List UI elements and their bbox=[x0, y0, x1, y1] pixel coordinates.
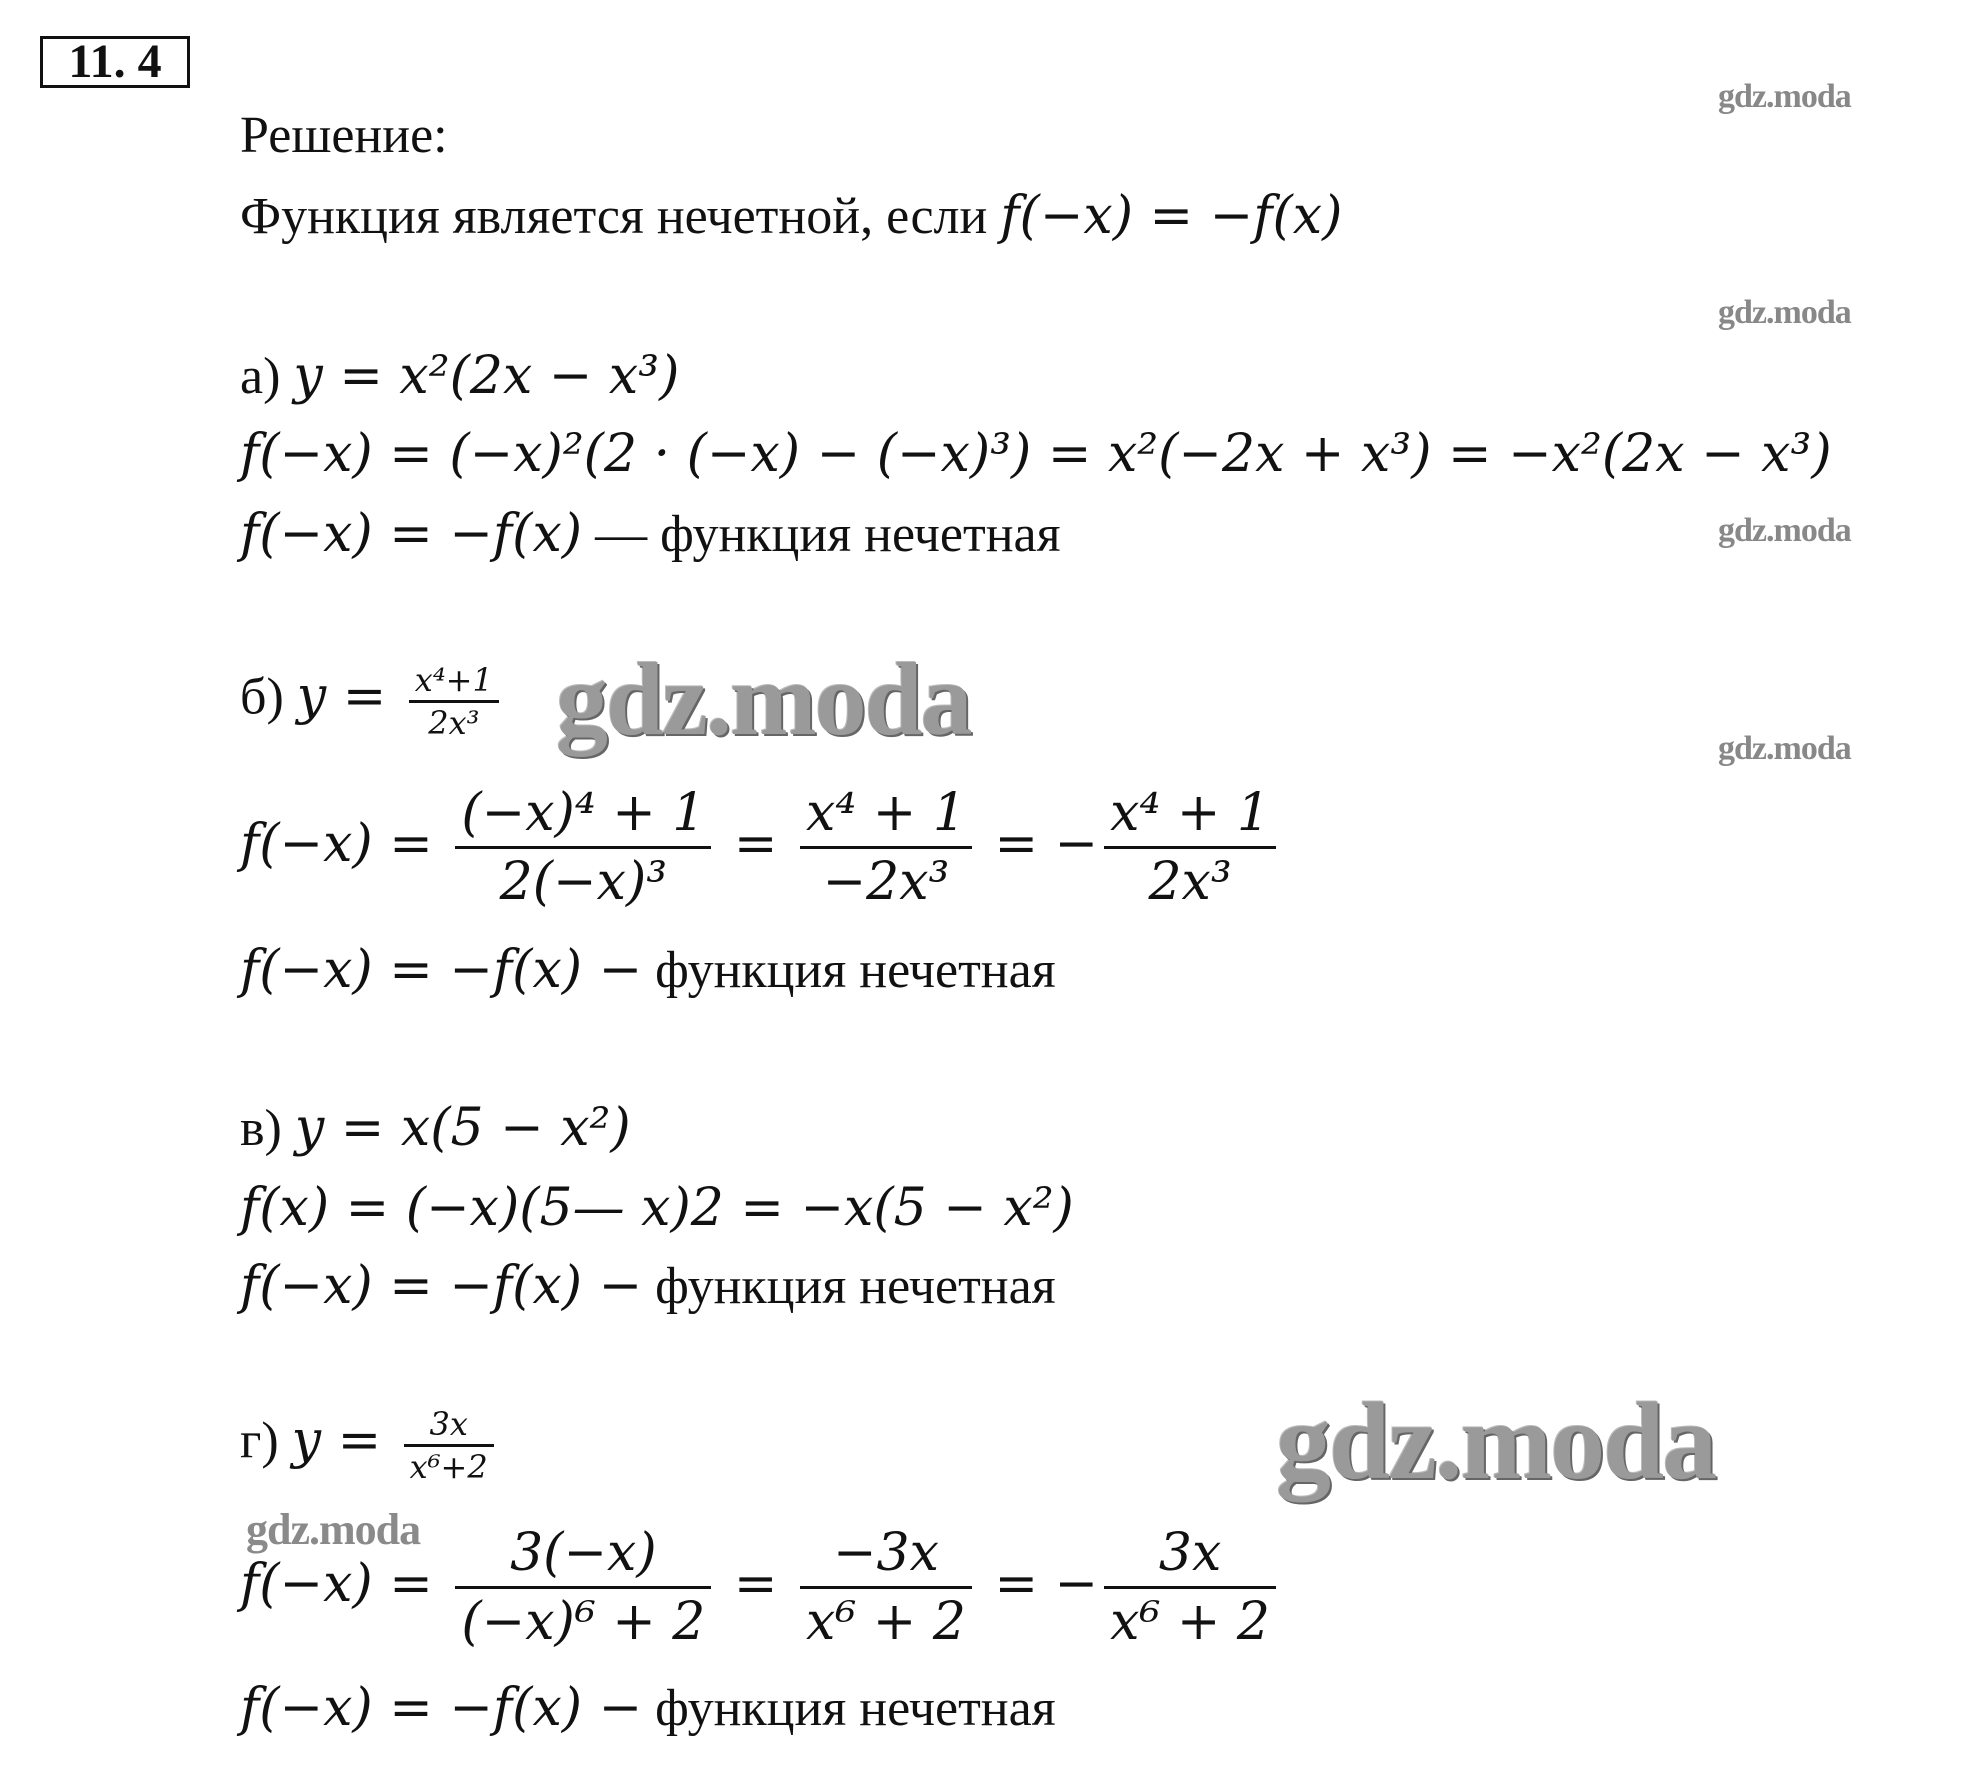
part-b-eq-2: = − bbox=[977, 814, 1099, 874]
part-c-conclusion bbox=[240, 1254, 1056, 1319]
part-d-f1-num: 3(−x) bbox=[455, 1520, 711, 1589]
part-b-f2-den: −2x³ bbox=[822, 852, 950, 912]
part-d-fraction-1 bbox=[455, 1520, 711, 1655]
definition-formula: f(−x) = −f(x) bbox=[1000, 186, 1343, 246]
part-d-y: y = bbox=[291, 1410, 398, 1471]
watermark-small-4: gdz.moda bbox=[1718, 730, 1851, 767]
problem-number: 11. 4 bbox=[40, 36, 190, 88]
watermark-large-2: gdz.moda bbox=[1276, 1380, 1716, 1502]
part-b-conclusion bbox=[240, 938, 1056, 1003]
part-c-conclusion-text: функция нечетная bbox=[642, 1258, 1056, 1315]
part-b-f2-num: x⁴ + 1 bbox=[800, 780, 972, 849]
watermark-small-2: gdz.moda bbox=[1718, 294, 1851, 331]
part-b-f1-num: (−x)⁴ + 1 bbox=[455, 780, 711, 849]
part-c-calculation: f(x) = (−x)(5— x)2 = −x(5 − x²) bbox=[240, 1178, 1074, 1238]
part-a-given bbox=[240, 344, 679, 409]
part-d-eq-1: = bbox=[717, 1554, 795, 1614]
part-c-given bbox=[240, 1096, 631, 1161]
watermark-small-5: gdz.moda bbox=[246, 1505, 421, 1554]
definition-line bbox=[240, 184, 1342, 249]
watermark-large-1: gdz.moda bbox=[556, 642, 971, 757]
part-d-fraction-2 bbox=[800, 1520, 972, 1655]
part-b-y: y = bbox=[296, 666, 403, 727]
watermark-small-3: gdz.moda bbox=[1718, 512, 1851, 549]
part-d-f2-num: −3x bbox=[800, 1520, 972, 1589]
part-d-conclusion-formula: f(−x) = −f(x) − bbox=[240, 1678, 643, 1738]
part-a-conclusion bbox=[240, 502, 1061, 567]
part-b-given bbox=[240, 660, 505, 743]
part-b-fraction-3 bbox=[1104, 780, 1276, 915]
part-b-eq-1: = bbox=[717, 814, 795, 874]
part-b-given-num: x⁴+1 bbox=[409, 660, 499, 703]
part-b-f3-den: 2x³ bbox=[1148, 852, 1232, 912]
part-b-conclusion-text: функция нечетная bbox=[642, 942, 1056, 999]
part-d-given-den: x⁶+2 bbox=[409, 1448, 488, 1486]
part-b-calculation bbox=[240, 780, 1282, 915]
part-c-formula: y = x(5 − x²) bbox=[294, 1098, 631, 1158]
part-b-f1-den: 2(−x)³ bbox=[499, 852, 668, 912]
part-b-label: б) bbox=[240, 668, 297, 726]
part-c-label: в) bbox=[240, 1100, 295, 1157]
part-d-f2-den: x⁶ + 2 bbox=[806, 1592, 966, 1652]
part-d-given-num: 3x bbox=[404, 1404, 494, 1447]
part-a-conclusion-text: — функция нечетная bbox=[582, 506, 1061, 563]
solution-heading: Решение: bbox=[240, 107, 448, 164]
part-a-label: а) bbox=[240, 348, 294, 405]
part-d-label: г) bbox=[240, 1412, 292, 1470]
definition-text: Функция является нечетной, если bbox=[240, 188, 1001, 245]
part-d-lhs: f(−x) = bbox=[240, 1554, 450, 1614]
part-b-fraction-1 bbox=[455, 780, 711, 915]
part-d-given bbox=[240, 1404, 500, 1487]
watermark-small-1: gdz.moda bbox=[1718, 78, 1851, 115]
part-d-fraction-3 bbox=[1104, 1520, 1276, 1655]
part-d-eq-2: = − bbox=[977, 1554, 1099, 1614]
part-d-f1-den: (−x)⁶ + 2 bbox=[461, 1592, 706, 1652]
part-d-f3-den: x⁶ + 2 bbox=[1110, 1592, 1271, 1652]
part-b-conclusion-formula: f(−x) = −f(x) − bbox=[240, 940, 643, 1000]
part-a-conclusion-formula: f(−x) = −f(x) bbox=[240, 504, 583, 564]
part-d-given-fraction bbox=[404, 1404, 494, 1487]
part-a-calculation: f(−x) = (−x)²(2 · (−x) − (−x)³) = x²(−2x + x³) = −x²(2x − x³) bbox=[240, 424, 1832, 484]
part-b-fraction-2 bbox=[800, 780, 972, 915]
part-b-lhs: f(−x) = bbox=[240, 814, 450, 874]
part-b-given-den: 2x³ bbox=[428, 704, 480, 742]
part-b-given-fraction bbox=[409, 660, 499, 743]
part-b-f3-num: x⁴ + 1 bbox=[1104, 780, 1276, 849]
part-d-conclusion-text: функция нечетная bbox=[642, 1680, 1056, 1737]
part-c-conclusion-formula: f(−x) = −f(x) − bbox=[240, 1256, 643, 1316]
part-d-f3-num: 3x bbox=[1104, 1520, 1276, 1589]
part-a-formula: y = x²(2x − x³) bbox=[293, 346, 680, 406]
part-d-conclusion bbox=[240, 1676, 1056, 1741]
